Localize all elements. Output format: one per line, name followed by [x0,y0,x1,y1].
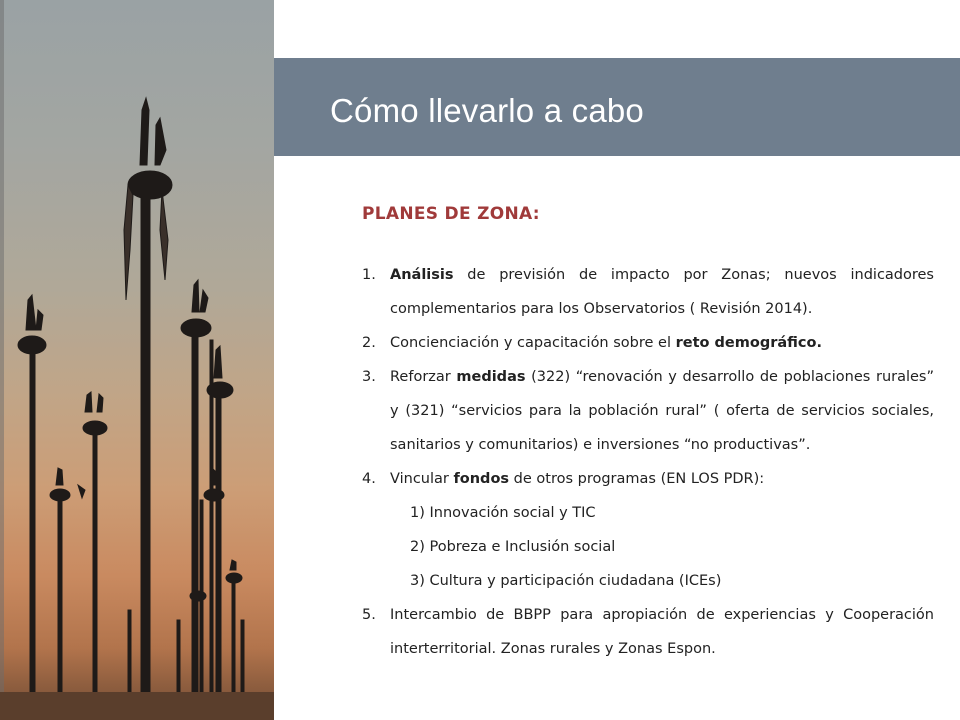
item-text [390,462,934,496]
list-item-4 [362,462,934,496]
item-number: 4. [362,471,376,487]
item-rest: de otros programas (EN LOS PDR): [509,471,765,487]
sublist-item: 2) Pobreza e Inclusión social [410,539,616,555]
list-item-1 [362,258,934,326]
sublist-item: 3) Cultura y participación ciudadana (ICEs) [410,573,722,589]
list-item-3 [362,360,934,462]
item-number: 2. [362,335,376,351]
section-heading: PLANES DE ZONA: [362,204,540,224]
slide-title: Cómo llevarlo a cabo [330,92,644,129]
program-sublist [362,496,934,598]
item-text: Intercambio de BBPP para apropiación de experiencias y Cooperación interterritorial. Zonas rurales y Zonas Espon. [390,607,934,657]
storks-photo [0,0,274,720]
sublist [362,496,934,598]
item-number: 3. [362,369,376,385]
item-rest: de previsión de impacto por Zonas; nuevos indicadores complementarios para los Observatorios ( Revisión 2014). [390,267,934,317]
list-item-2 [362,326,934,360]
item-bold: fondos [453,471,510,487]
item-bold: medidas [456,369,526,385]
item-pre: Reforzar [390,369,457,385]
storks-silhouette [0,0,274,720]
item-pre: Vincular [390,471,454,487]
item-rest: (322) “renovación y desarrollo de poblaciones rurales” y (321) “servicios para la población rural” ( oferta de servicios sociales, sanitarios y comunitarios) e inversiones “no productivas”. [390,369,934,453]
item-bold: reto demográfico. [675,335,822,351]
title-bar [274,58,960,156]
item-pre: Concienciación y capacitación sobre el [390,335,676,351]
item-text [390,360,934,462]
list-item-5 [362,598,934,666]
sublist-item: 1) Innovación social y TIC [410,505,596,521]
item-bold: Análisis [390,267,454,283]
item-text [390,326,934,360]
item-number: 5. [362,607,376,623]
action-list [362,258,934,666]
item-text [390,258,934,326]
item-number: 1. [362,267,376,283]
slide-content [362,198,934,666]
